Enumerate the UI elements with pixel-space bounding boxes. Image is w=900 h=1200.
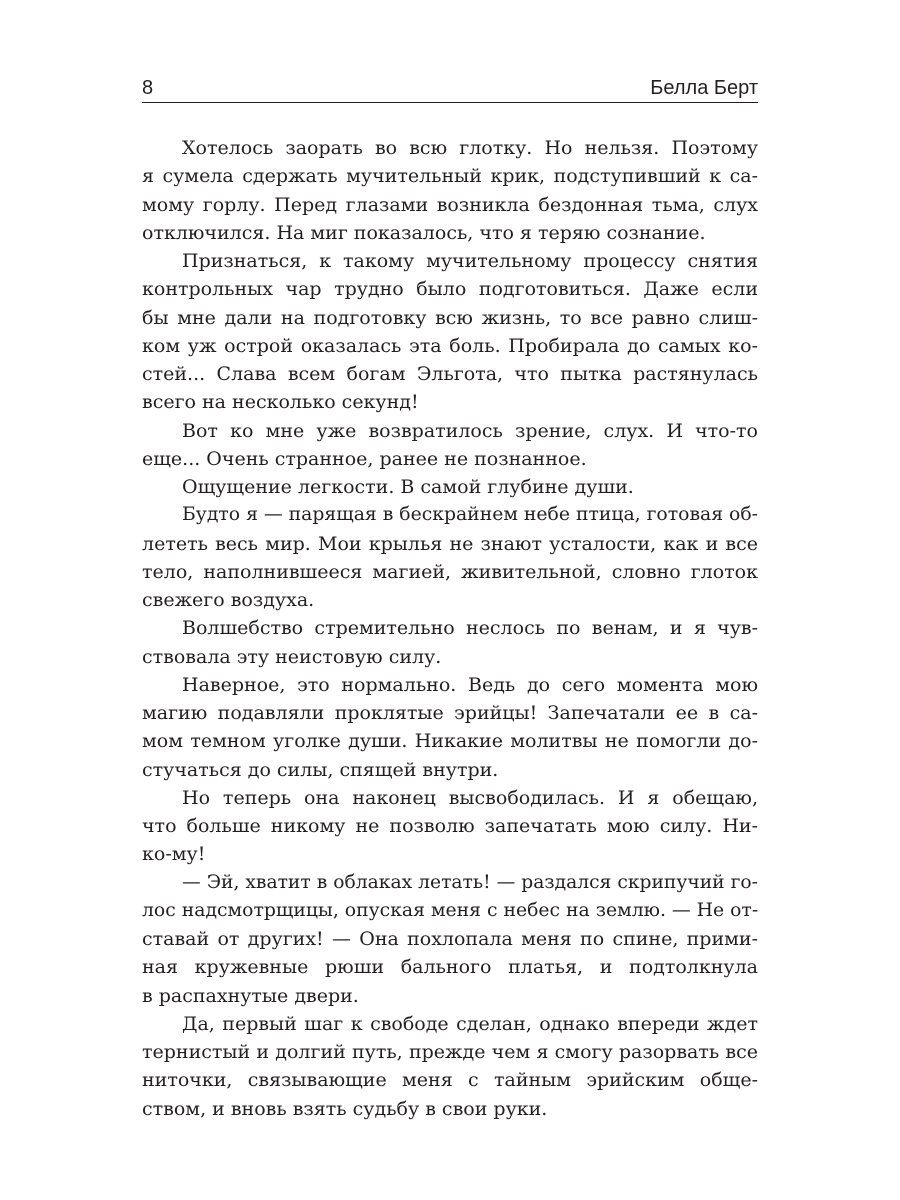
body-text [142,134,758,1123]
text-line: что больше никому не позволю запечатать мою силу. Ни- [142,815,758,837]
text-line: всего на несколько секунд! [142,391,419,414]
text-line: свежего воздуха. [142,589,315,611]
page-number: 8 [142,77,154,99]
paragraph [142,501,758,614]
text-line: Хотелось заорать во всю глотку. Но нельзя. Поэтому [182,137,758,159]
text-line: бы мне дали на подготовку всю жизнь, то все равно слиш- [142,306,758,329]
paragraph [142,671,758,784]
paragraph [142,247,758,417]
paragraph [142,869,758,1010]
text-line: еще... Очень странное, ранее не познанное. [142,447,587,470]
text-line: Признаться, к такому мучительному процессу снятия [182,250,758,272]
text-line: стей... Слава всем богам Эльгота, что пытка растянулась [142,363,758,385]
text-line: Ощущение легкости. В самой глубине души. [182,476,634,498]
text-line: лос надсмотрщицы, опуская меня с небес на землю. — Не от- [142,899,759,921]
text-line: Наверное, это нормально. Ведь до сего момента мою [182,673,758,696]
text-line: стучаться до силы, спящей внутри. [142,758,499,781]
text-line: в распахнутые двери. [142,984,359,1007]
running-head-author: Белла Берт [650,77,758,99]
text-line: Будто я — парящая в бескрайнем небе птица, готовая об- [182,504,758,526]
text-line: ставай от других! — Она похлопала меня по спине, прими- [142,928,758,950]
text-line: ствовала эту неистовую силу. [142,645,442,668]
text-line: контрольных чар трудно было подготовиться. Даже если [142,278,758,301]
text-line: ниточки, связывающие меня с тайным эрийским обще- [142,1069,758,1092]
paragraph [142,473,758,501]
text-line: ком уж острой оказалась эта боль. Пробирала до самых ко- [142,334,758,357]
text-line: Вот ко мне уже возвратилось зрение, слух. И что-то [182,419,758,442]
paragraph [142,614,758,671]
text-line: ством, и вновь взять судьбу в свои руки. [142,1097,548,1120]
paragraph [142,784,758,869]
text-line: — Эй, хватит в облаках летать! — раздался скрипучий го- [182,871,758,893]
text-line: Да, первый шаг к свободе сделан, однако впереди ждет [182,1012,758,1035]
text-line: лететь весь мир. Мои крылья не знают усталости, как и все [142,532,758,555]
text-line: магию подавляли проклятые эрийцы! Запечатали ее в са- [142,702,758,724]
paragraph [142,134,758,247]
text-line: мом темном уголке души. Никакие молитвы не помогли до- [142,730,758,753]
text-line: Но теперь она наконец высвободилась. И я обещаю, [182,786,758,809]
paragraph [142,1010,758,1123]
running-head [142,74,758,103]
text-line: ко-му! [142,843,206,866]
text-line: тернистый и долгий путь, прежде чем я смогу разорвать все [142,1041,758,1063]
text-line: я сумела сдержать мучительный крик, подступивший к са- [142,165,758,188]
paragraph [142,417,758,474]
book-page [142,74,758,1123]
text-line: Волшебство стремительно неслось по венам, и я чув- [182,617,758,640]
text-line: ная кружевные рюши бального платья, и подтолкнула [142,956,758,979]
text-line: тело, наполнившееся магией, живительной, словно глоток [142,560,758,583]
text-line: мому горлу. Перед глазами возникла бездонная тьма, слух [142,193,758,216]
text-line: отключился. На миг показалось, что я теряю сознание. [142,221,706,244]
